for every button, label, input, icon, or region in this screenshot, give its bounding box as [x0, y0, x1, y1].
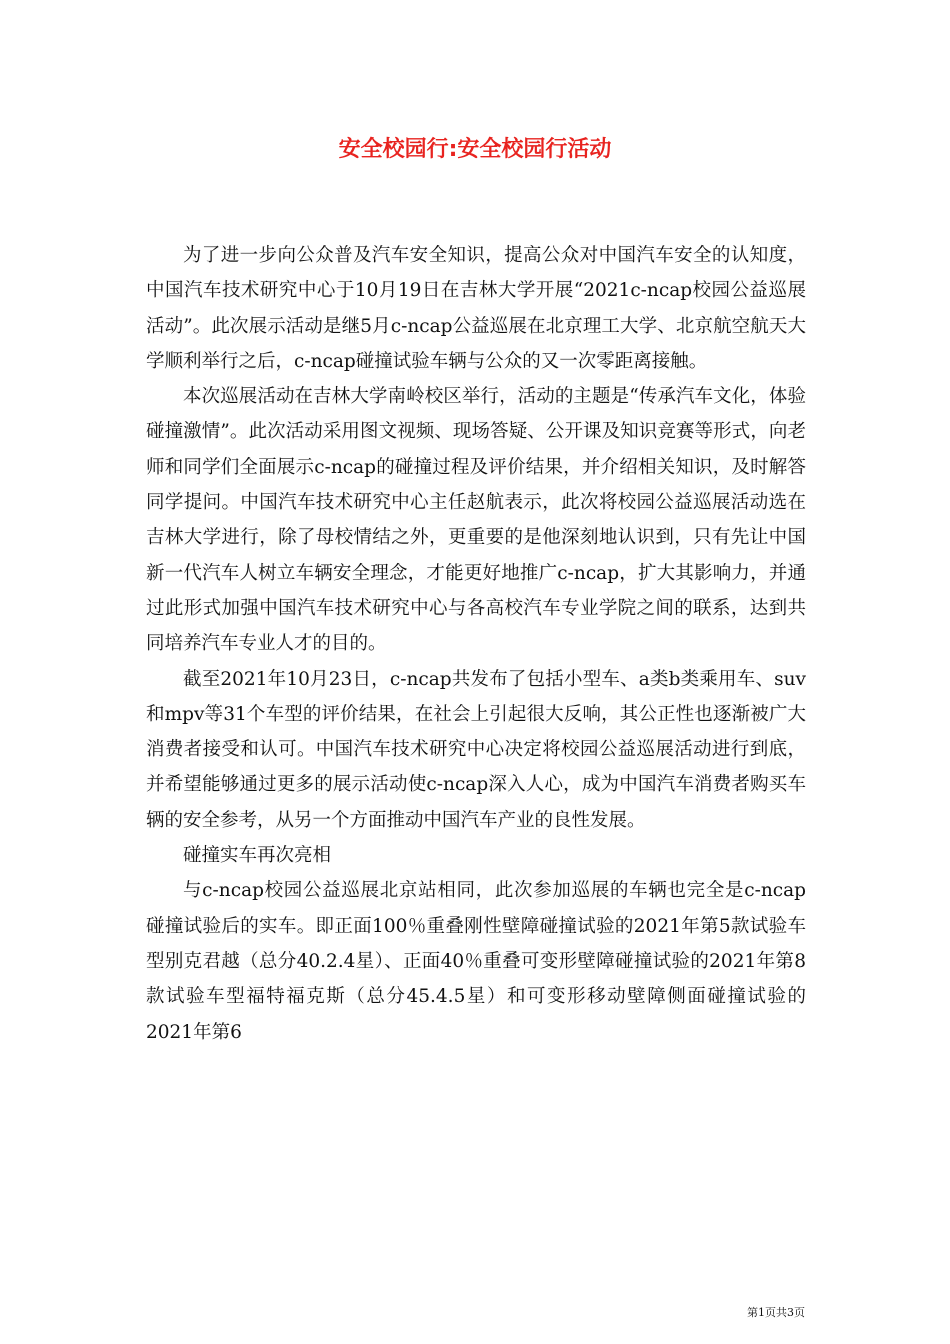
paragraph: 本次巡展活动在吉林大学南岭校区举行，活动的主题是“传承汽车文化，体验碰撞激情”。此次活动采用图文视频、现场答疑、公开课及知识竞赛等形式，向老师和同学们全面展示c-ncap的碰撞过程及评价结果，并介绍相关知识，及时解答同学提问。中国汽车技术研究中心主任赵航表示，此次将校园公益巡展活动选在吉林大学进行，除了母校情结之外，更重要的是他深刻地认识到，只有先让中国新一代汽车人树立车辆安全理念，才能更好地推广c-ncap，扩大其影响力，并通过此形式加强中国汽车技术研究中心与各高校汽车专业学院之间的联系，达到共同培养汽车专业人才的目的。: [146, 386, 806, 655]
paragraph: 截至2021年10月23日，c-ncap共发布了包括小型车、a类b类乘用车、suv和mpv等31个车型的评价结果，在社会上引起很大反响，其公正性也逐渐被广大消费者接受和认可。中国汽车技术研究中心决定将校园公益巡展活动进行到底，并希望能够通过更多的展示活动使c-ncap深入人心，成为中国汽车消费者购买车辆的安全参考，从另一个方面推动中国汽车产业的良性发展。: [146, 668, 806, 831]
document-body: [146, 238, 806, 1050]
document-title: 安全校园行:安全校园行活动: [338, 137, 612, 162]
section-subheading: 碰撞实车再次亮相: [183, 845, 332, 867]
paragraph: 与c-ncap校园公益巡展北京站相同，此次参加巡展的车辆也完全是c-ncap碰撞试验后的实车。即正面100％重叠刚性壁障碰撞试验的2021年第5款试验车型别克君越（总分40.2.4星）、正面40％重叠可变形壁障碰撞试验的2021年第8款试验车型福特福克斯（总分45.4.5星）和可变形移动壁障侧面碰撞试验的2021年第6: [146, 880, 806, 1043]
paragraph: 为了进一步向公众普及汽车安全知识，提高公众对中国汽车安全的认知度，中国汽车技术研究中心于10月19日在吉林大学开展“2021c-ncap校园公益巡展活动”。此次展示活动是继5月c-ncap公益巡展在北京理工大学、北京航空航天大学顺利举行之后，c-ncap碰撞试验车辆与公众的又一次零距离接触。: [146, 245, 806, 372]
page-number: 第1页共3页: [747, 1306, 805, 1319]
